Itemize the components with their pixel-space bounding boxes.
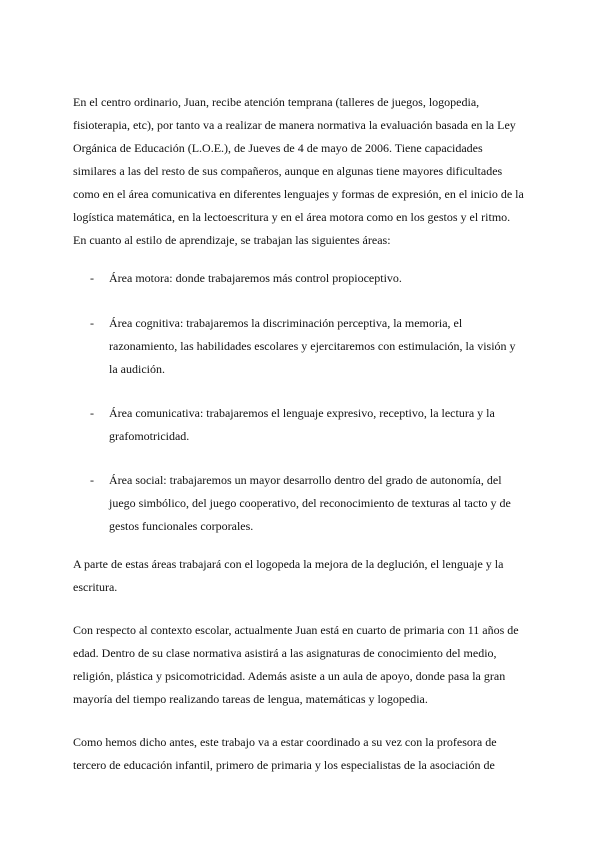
paragraph-4-line: tercero de educación infantil, primero de primaria y los especialistas de la asociación de [73, 758, 495, 772]
bullet-4-line: Área social: trabajaremos un mayor desarrollo dentro del grado de autonomía, del [109, 473, 502, 487]
paragraph-2-line: A parte de estas áreas trabajará con el logopeda la mejora de la deglución, el lenguaje y la [73, 557, 504, 571]
paragraph-2-line: escritura. [73, 580, 118, 594]
paragraph-1-line: logística matemática, en la lectoescritura y en el área motora como en los gestos y el ritmo. [73, 210, 511, 224]
bullet-2-line: Área cognitiva: trabajaremos la discriminación perceptiva, la memoria, el [109, 316, 463, 330]
bullet-marker: - [90, 406, 94, 420]
paragraph-1-line: En cuanto al estilo de aprendizaje, se trabajan las siguientes áreas: [73, 233, 391, 247]
paragraph-4-line: Como hemos dicho antes, este trabajo va a estar coordinado a su vez con la profesora de [73, 735, 497, 749]
paragraph-1-line: En el centro ordinario, Juan, recibe atención temprana (talleres de juegos, logopedia, [73, 95, 480, 109]
paragraph-1-line: como en el área comunicativa en diferentes lenguajes y formas de expresión, en el inicio de la [73, 187, 524, 201]
paragraph-1-line: fisioterapia, etc), por tanto va a realizar de manera normativa la evaluación basada en la Ley [73, 118, 516, 132]
bullet-4-line: gestos funcionales corporales. [109, 519, 254, 533]
paragraph-3-line: mayoría del tiempo realizando tareas de lengua, matemáticas y logopedia. [73, 692, 428, 706]
paragraph-3-line: religión, plástica y psicomotricidad. Además asiste a un aula de apoyo, donde pasa la gran [73, 669, 506, 683]
bullet-1-line: Área motora: donde trabajaremos más control propioceptivo. [109, 271, 402, 285]
bullet-4-line: juego simbólico, del juego cooperativo, del reconocimiento de texturas al tacto y de [109, 496, 511, 510]
paragraph-1-line: Orgánica de Educación (L.O.E.), de Jueves de 4 de mayo de 2006. Tiene capacidades [73, 141, 483, 155]
bullet-3-line: grafomotricidad. [109, 429, 190, 443]
paragraph-3-line: Con respecto al contexto escolar, actualmente Juan está en cuarto de primaria con 11 años de [73, 623, 519, 637]
paragraph-3-line: edad. Dentro de su clase normativa asistirá a las asignaturas de conocimiento del medio, [73, 646, 497, 660]
bullet-2-line: razonamiento, las habilidades escolares y ejercitaremos con estimulación, la visión y [109, 339, 516, 353]
bullet-3-line: Área comunicativa: trabajaremos el lenguaje expresivo, receptivo, la lectura y la [109, 406, 495, 420]
bullet-marker: - [90, 316, 94, 330]
paragraph-1-line: similares a las del resto de sus compañeros, aunque en algunas tiene mayores dificultades [73, 164, 503, 178]
bullet-2-line: la audición. [109, 362, 165, 376]
bullet-marker: - [90, 473, 94, 487]
bullet-marker: - [90, 271, 94, 285]
